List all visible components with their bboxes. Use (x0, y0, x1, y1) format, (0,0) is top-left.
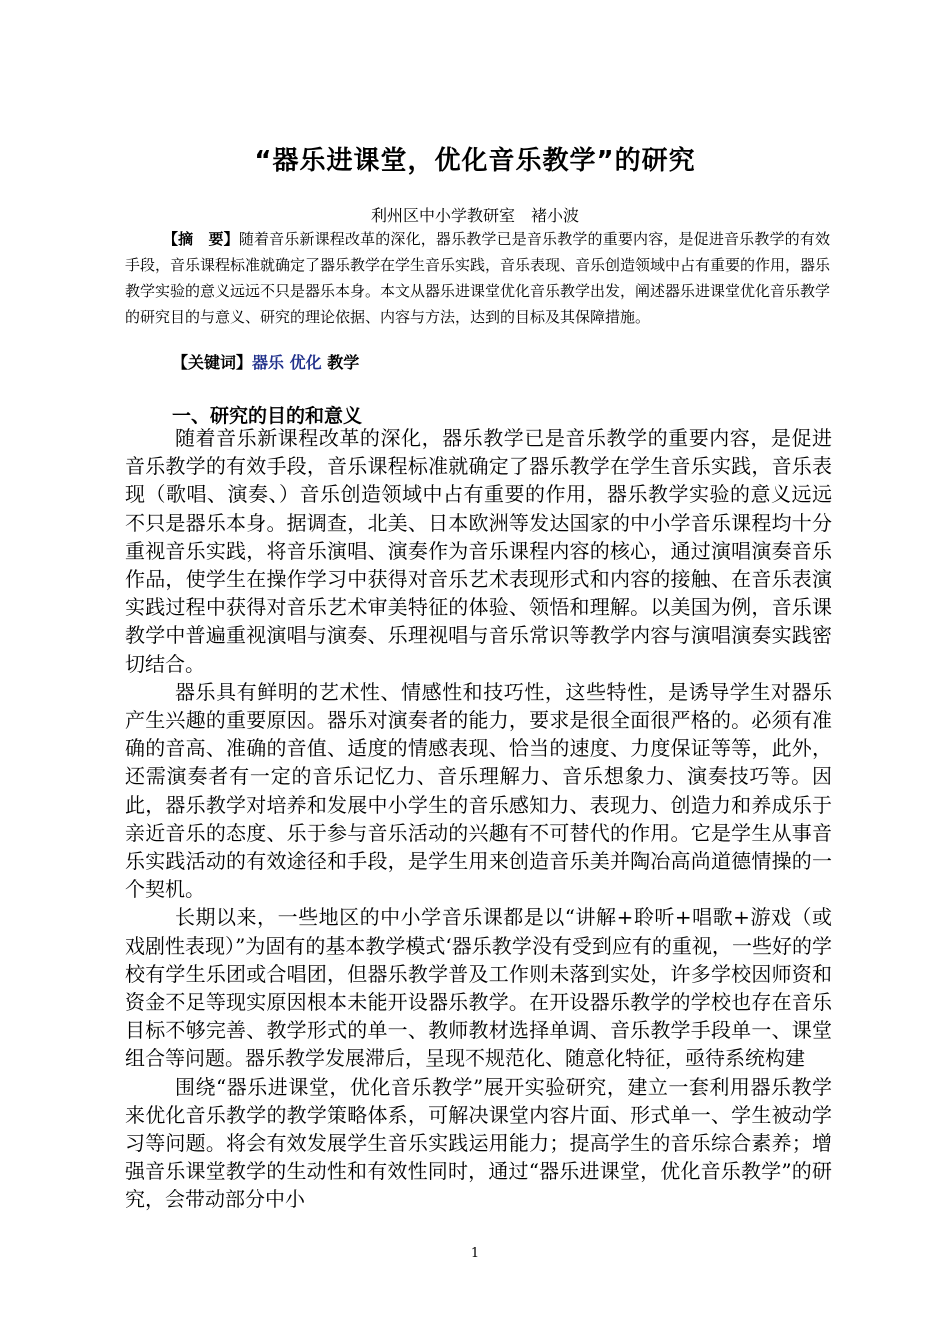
body-paragraph: 围绕“器乐进课堂，优化音乐教学”展开实验研究，建立一套利用器乐教学来优化音乐教学的教学策略体系，可解决课堂内容片面、形式单一、学生被动学习等问题。将会有效发展学生音乐实践运用能力；提高学生的音乐综合素养；增强音乐课堂教学的生动性和有效性同时，通过“器乐进课堂，优化音乐教学”的研究，会带动部分中小 (125, 1074, 832, 1212)
section-body (125, 424, 832, 1214)
section-heading: 一、研究的目的和意义 (172, 405, 363, 427)
body-paragraph: 长期以来，一些地区的中小学音乐课都是以“讲解+聆听+唱歌+游戏（或戏剧性表现）”为固有的基本教学模式‘器乐教学没有受到应有的重视，一些好的学校有学生乐团或合唱团，但器乐教学普及工作则未落到实处，许多学校因师资和资金不足等现实原因根本未能开设器乐教学。在开设器乐教学的学校也存在音乐目标不够完善、教学形式的单一、教师教材选择单调、音乐教学手段单一、课堂组合等问题。器乐教学发展滞后，呈现不规范化、随意化特征，亟待系统构建 (125, 905, 832, 1071)
abstract-label: 【摘 要】 (163, 230, 239, 248)
abstract-text: 随着音乐新课程改革的深化，器乐教学已是音乐教学的重要内容，是促进音乐教学的有效手段，音乐课程标准就确定了器乐教学在学生音乐实践，音乐表现、音乐创造领域中占有重要的作用，器乐教学实验的意义远远不只是器乐本身。本文从器乐进课堂优化音乐教学出发，阐述器乐进课堂优化音乐教学的研究目的与意义、研究的理论依据、内容与方法，达到的目标及其保障措施。 (125, 230, 831, 326)
document-title: “器乐进课堂，优化音乐教学”的研究 (254, 146, 696, 176)
keyword: 优化 (289, 353, 322, 372)
body-paragraph: 器乐具有鲜明的艺术性、情感性和技巧性，这些特性，是诱导学生对器乐产生兴趣的重要原因。器乐对演奏者的能力，要求是很全面很严格的。必须有准确的音高、准确的音值、适度的情感表现、恰当的速度、力度保证等等，此外，还需演奏者有一定的音乐记忆力、音乐理解力、音乐想象力、演奏技巧等。因此，器乐教学对培养和发展中小学生的音乐感知力、表现力、创造力和养成乐于亲近音乐的态度、乐于参与音乐活动的兴趣有不可替代的作用。它是学生从事音乐实践活动的有效途径和手段，是学生用来创造音乐美并陶冶高尚道德情操的一个契机。 (125, 679, 832, 902)
keywords-label: 【关键词】 (172, 353, 253, 372)
keywords-line (172, 350, 359, 373)
keyword: 器乐 (252, 353, 285, 372)
body-paragraph: 随着音乐新课程改革的深化，器乐教学已是音乐教学的重要内容，是促进音乐教学的有效手段，音乐课程标准就确定了器乐教学在学生音乐实践，音乐表现（歌唱、演奏、）音乐创造领域中占有重要的作用，器乐教学实验的意义远远不只是器乐本身。据调查，北美、日本欧洲等发达国家的中小学音乐课程均十分重视音乐实践，将音乐演唱、演奏作为音乐课程内容的核心，通过演唱演奏音乐作品，使学生在操作学习中获得对音乐艺术表现形式和内容的接触、在音乐表演实践过程中获得对音乐艺术审美特征的体验、领悟和理解。以美国为例，音乐课教学中普遍重视演唱与演奏、乐理视唱与音乐常识等教学内容与演唱演奏实践密切结合。 (125, 426, 832, 676)
author-line: 利州区中小学教研室 褚小波 (370, 206, 579, 225)
page-number: 1 (470, 1246, 480, 1261)
keyword: 教学 (327, 353, 360, 372)
abstract (125, 226, 830, 330)
